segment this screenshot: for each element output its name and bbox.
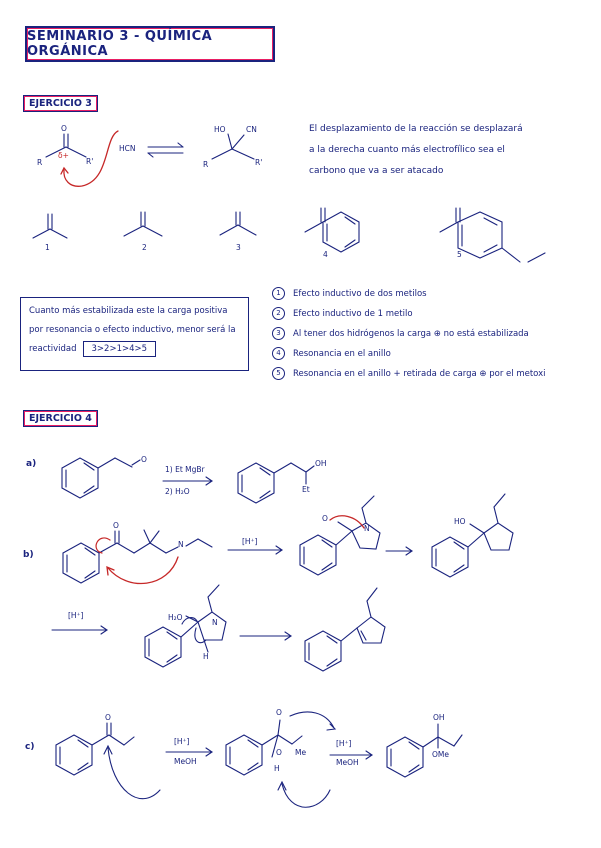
reaction-arrow-a <box>163 477 212 485</box>
methyl-me: Me <box>295 748 307 757</box>
hemiaminal-ho: HO <box>454 517 466 526</box>
reasons-list <box>272 284 546 384</box>
atom-ho: HO <box>214 125 226 134</box>
compound-3 <box>220 212 256 235</box>
acid-catalyst-c2: [H⁺] <box>336 739 352 748</box>
reaction-arrow-b1 <box>228 546 282 554</box>
part-b-label: b) <box>23 550 34 560</box>
intermediate-o: O <box>276 708 282 717</box>
amine-n: N <box>178 540 184 549</box>
compound-number-3: 3 <box>236 243 241 252</box>
equilibrium-arrows <box>148 143 183 157</box>
product-oh: OH <box>315 459 327 468</box>
ketal-oh: OH <box>433 713 445 722</box>
red-arrow-b2 <box>330 516 364 528</box>
acid-catalyst-b2: [H⁺] <box>68 611 84 620</box>
compound-5 <box>440 208 545 262</box>
atom-r-prime: R' <box>86 157 94 166</box>
compound-number-4: 4 <box>323 250 328 259</box>
aldehyde-o: O <box>141 455 147 464</box>
methanol-h: H <box>274 764 280 773</box>
reaction-arrow-b2 <box>386 547 412 555</box>
atom-o: O <box>61 124 67 133</box>
reagent-hcn: HCN <box>119 144 136 153</box>
reason-item: 3 Al tener dos hidrógenos la carga ⊕ no está estabilizada <box>272 324 546 344</box>
reason-item: 5 Resonancia en el anillo + retirada de carga ⊕ por el metoxi <box>272 364 546 384</box>
reaction-arrow-b4 <box>240 632 291 640</box>
alpha-h: H <box>203 652 209 661</box>
exercise-3-label: EJERCICIO 3 <box>23 95 98 112</box>
reason-item: 1 Efecto inductivo de dos metilos <box>272 284 546 304</box>
red-arrow-attack <box>108 557 178 584</box>
acid-catalyst-c1: [H⁺] <box>174 737 190 746</box>
atom-r-product: R <box>203 160 209 169</box>
propiophenone <box>56 723 134 775</box>
note-line: carbono que va a ser atacado <box>309 166 444 176</box>
reaction-arrow-c1 <box>166 748 212 756</box>
compound-number-1: 1 <box>45 243 50 252</box>
ex3-note <box>309 119 523 182</box>
ketal-ome: OMe <box>432 750 449 759</box>
iminium-n: N <box>212 618 218 627</box>
intermediate-b1 <box>300 496 380 575</box>
oxide-o: O <box>322 514 328 523</box>
reason-item: 2 Efecto inductivo de 1 metilo <box>272 304 546 324</box>
atom-r: R <box>37 158 43 167</box>
compound-4 <box>305 208 359 252</box>
phenylacetaldehyde <box>62 458 140 498</box>
solvent-c1: MeOH <box>174 757 197 766</box>
reason-item: 4 Resonancia en el anillo <box>272 344 546 364</box>
note-line: El desplazamiento de la reacción se desplazará <box>309 124 523 134</box>
box-line: reactividad <box>29 344 77 354</box>
acid-catalyst-b1: [H⁺] <box>242 537 258 546</box>
exercise-4-label: EJERCICIO 4 <box>23 410 98 427</box>
reactivity-box <box>20 297 249 371</box>
compound-1 <box>33 214 67 238</box>
enamine-product <box>305 588 385 671</box>
box-line: por resonancia o efecto inductivo, menor será la <box>29 325 236 335</box>
compound-number-2: 2 <box>142 243 147 252</box>
methanol-o: O <box>276 748 282 757</box>
cyanohydrin-structure <box>212 134 254 159</box>
page-title: SEMINARIO 3 - QUÍMICA ORGÁNICA <box>25 26 275 62</box>
compound-2 <box>124 212 162 236</box>
solvent-c2: MeOH <box>336 758 359 767</box>
reagent-step-1: 1) Et MgBr <box>165 465 205 474</box>
aminoketone <box>63 530 212 583</box>
water-leaving: H₂O <box>168 613 183 622</box>
part-a-label: a) <box>26 459 37 469</box>
note-line: a la derecha cuanto más electrofílico sea el <box>309 145 505 155</box>
atom-cn: CN <box>246 125 257 134</box>
reaction-arrow-b3 <box>52 626 107 634</box>
atom-r-prime-product: R' <box>255 158 263 167</box>
hemiaminal <box>432 494 513 577</box>
reactivity-order: 3>2>1>4>5 <box>83 341 157 357</box>
hemiketal-intermediate <box>226 720 302 775</box>
propiophenone-o: O <box>105 713 111 722</box>
pyrrolidine-n: N <box>364 524 370 533</box>
delta-plus: δ+ <box>58 151 69 160</box>
ketone-o: O <box>113 521 119 530</box>
part-c-label: c) <box>25 742 35 752</box>
compound-number-5: 5 <box>457 250 462 259</box>
product-alcohol-a <box>238 463 314 503</box>
product-et: Et <box>302 485 310 494</box>
ketal-product <box>387 724 462 777</box>
reagent-step-2: 2) H₂O <box>165 487 190 496</box>
box-line: Cuanto más estabilizada este la carga positiva <box>29 306 228 316</box>
